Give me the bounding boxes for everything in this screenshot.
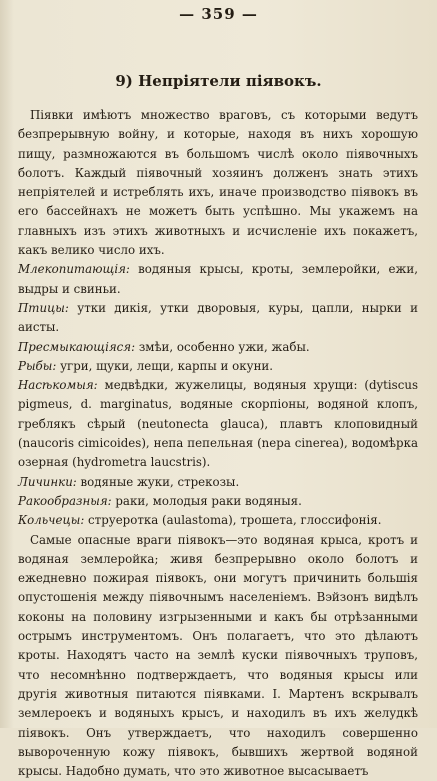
paragraph-larvae: Личинки: водяные жуки, стрекозы.	[18, 474, 240, 489]
paragraph-mammals: Млекопитающія: водяныя крысы, кроты, землеройки, ежи, выдры и свиньи.	[18, 262, 418, 296]
paragraph-intro: Піявки имѣютъ множество враговъ, съ которыми ведутъ безпрерывную войну, и которые, находя въ нихъ хорошую пищу, размножаются въ большомъ числѣ около піявочныхъ болотъ. Каждый піявочный хозяинъ долженъ знать этихъ непріятелей и истреблять ихъ, иначе производство піявокъ въ его бассейнахъ не можетъ быть успѣшно. Мы укажемъ на главныхъ изъ этихъ животныхъ и исчисленіе ихъ покажетъ, какъ велико число ихъ.	[18, 108, 418, 258]
paragraph-birds: Птицы: утки дикія, утки дворовыя, куры, цапли, нырки и аисты.	[18, 300, 418, 335]
category-label: Кольчецы:	[18, 513, 85, 528]
page-number: — 359 —	[179, 5, 258, 23]
paragraph-reptiles: Пресмыкающіяся: змѣи, особенно ужи, жабы.	[18, 339, 310, 354]
category-label: Личинки:	[18, 474, 77, 489]
paragraph-insects: Насѣкомыя: медвѣдки, жужелицы, водяныя хрущи: (dytiscus pigmeus, d. marginatus, водяные скорпіоны, водяной клопъ, греблякъ сѣрый (neutonecta glauca), плавтъ клоповидный (naucoris cimicoides), непа пепельная (nepa cinerea), водомѣрка озерная (hydrometra laucstris).	[18, 378, 418, 470]
category-label: Рыбы:	[18, 358, 57, 373]
category-label: Млекопитающія:	[18, 262, 130, 277]
category-label: Пресмыкающіяся:	[18, 339, 136, 354]
paragraph-annelids: Кольчецы: струеротка (aulastoma), трошета, глоссифонія.	[18, 513, 382, 528]
category-label: Насѣкомыя:	[18, 378, 98, 393]
body-text	[18, 106, 418, 781]
section-title: 9) Непріятели піявокъ.	[115, 72, 322, 90]
paragraph-dangerous-enemies: Самые опасные враги піявокъ—это водяная крыса, кротъ и водяная землеройка; живя безпрерывно около болотъ и ежедневно пожирая піявокъ, они могутъ причинить большія опустошенія между піявочнымъ населеніемъ. Вэйзонъ видѣлъ коконы на половину изгрызенными и какъ бы отрѣзанными острымъ инструментомъ. Онъ полагаетъ, что это дѣлаютъ кроты. Находятъ часто на землѣ куски піявочныхъ труповъ, что несомнѣнно подтверждаетъ, что водяныя крысы или другія животныя питаются піявками. І. Мартенъ вскрывалъ землероекъ и водяныхъ крысъ, и находилъ въ ихъ желудкѣ піявокъ. Онъ утверждаетъ, что находилъ совершенно вывороченную кожу піявокъ, бывшихъ жертвой водяной крысы. Надобно думать, что это животное высасываетъ	[18, 532, 418, 779]
paragraph-crustaceans: Ракообразныя: раки, молодыя раки водяныя.	[18, 493, 302, 508]
paragraph-fish: Рыбы: угри, щуки, лещи, карпы и окуни.	[18, 358, 274, 373]
category-label: Птицы:	[18, 300, 69, 315]
category-label: Ракообразныя:	[18, 493, 112, 508]
